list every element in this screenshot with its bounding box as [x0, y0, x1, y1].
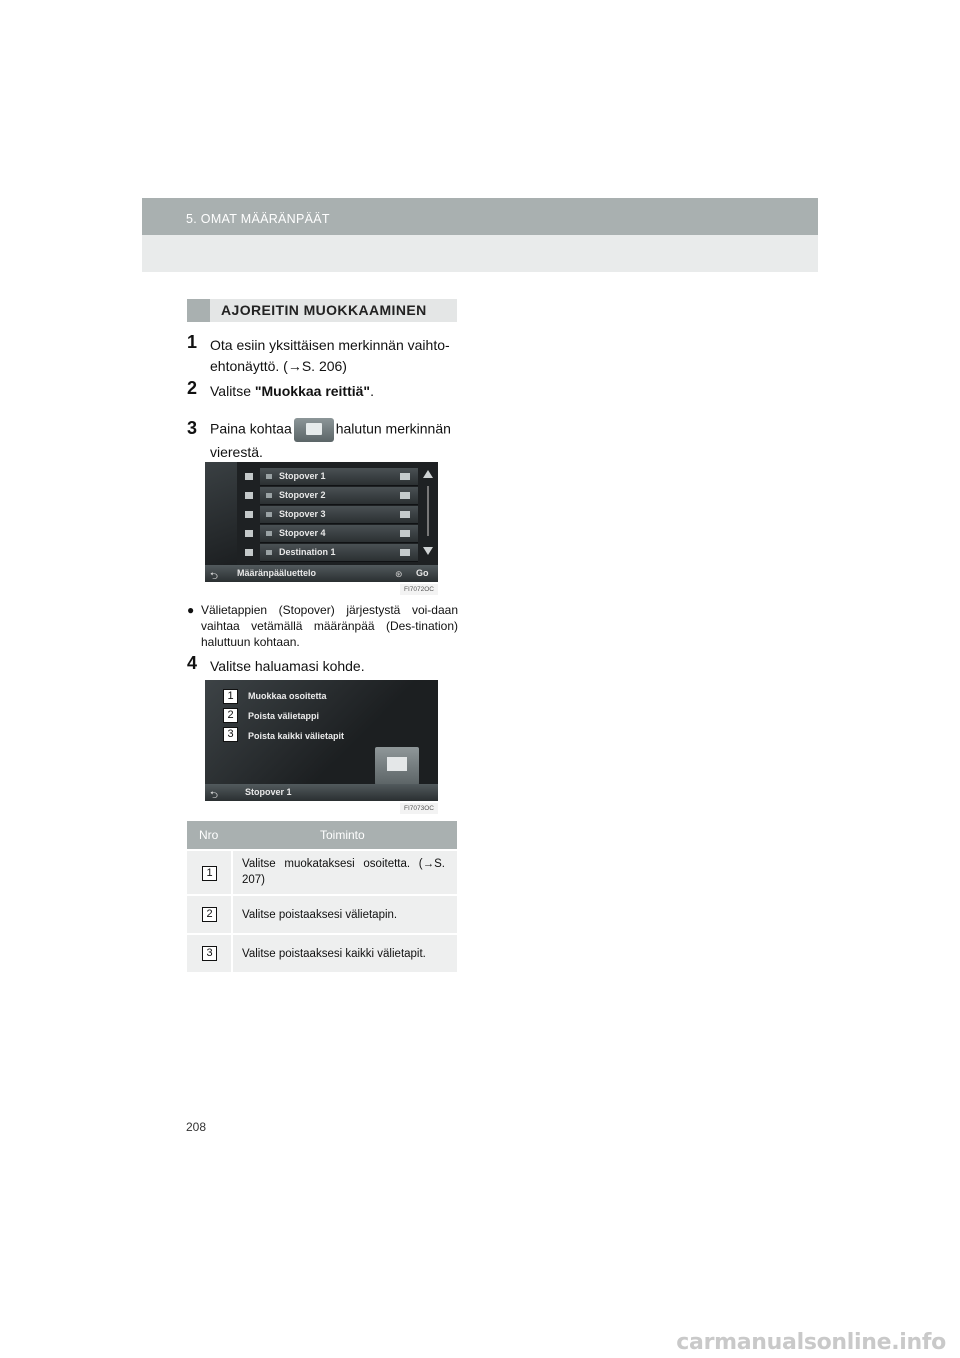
drag-handle-icon — [266, 512, 272, 517]
edit-icon — [294, 418, 334, 442]
step-text: Valitse haluamasi kohde. — [210, 658, 365, 674]
step-text — [210, 381, 374, 402]
note-bullet — [187, 602, 458, 650]
column-divider — [231, 851, 233, 894]
function-table — [187, 821, 457, 972]
menu-item[interactable]: Poista kaikki välietapit — [248, 731, 345, 741]
row-number: 1 — [202, 866, 217, 881]
screen-title: Määränpääluettelo — [237, 568, 317, 578]
back-icon[interactable]: ⮌ — [210, 790, 219, 801]
options-icon[interactable]: ⊛ — [395, 569, 403, 579]
page-number: 208 — [186, 1120, 207, 1134]
screen-title: Stopover 1 — [245, 787, 292, 797]
section-title — [187, 299, 457, 322]
list-item[interactable] — [260, 544, 418, 562]
row-text: Valitse poistaaksesi kaikki välietapit. — [242, 948, 426, 960]
step-number: 3 — [187, 418, 198, 438]
edit-icon[interactable] — [400, 511, 410, 518]
step-text-after: halutun merkinnän — [335, 420, 451, 437]
step-text-prefix: Valitse — [210, 383, 255, 399]
figure-code: FI7072OC — [400, 584, 438, 595]
bullet-text: Välietappien (Stopover) järjestystä voi-daan vaihtaa vetämällä määränpää (Des-tination) haluttuun kohtaan. — [201, 603, 458, 649]
flag-shape — [387, 757, 407, 771]
drag-handle-icon — [266, 493, 272, 498]
section-title-marker — [187, 299, 210, 322]
menu-item[interactable]: Poista välietappi — [248, 711, 320, 721]
table-row — [187, 849, 457, 894]
edit-icon[interactable] — [400, 492, 410, 499]
bottom-bar — [205, 784, 438, 801]
flag-icon — [245, 473, 253, 480]
drag-handle-icon — [266, 531, 272, 536]
map-panel — [205, 462, 237, 565]
flag-icon — [245, 492, 253, 499]
step-text-before: Paina kohtaa — [210, 420, 292, 437]
table-header — [187, 821, 457, 849]
callout-2: 2 — [223, 708, 238, 723]
callout-3: 3 — [223, 727, 238, 742]
column-divider — [231, 935, 233, 972]
drag-handle-icon — [266, 474, 272, 479]
screenshot-route-list — [205, 462, 438, 582]
flag-icon — [245, 549, 253, 556]
list-item[interactable] — [260, 487, 418, 505]
screenshot-edit-options — [205, 680, 438, 801]
table-row — [187, 894, 457, 933]
edit-pen-shape — [306, 423, 322, 435]
row-number-cell — [187, 896, 231, 933]
row-number-cell — [187, 851, 231, 894]
drag-handle-icon — [266, 550, 272, 555]
column-header-action: Toiminto — [320, 828, 365, 842]
scroll-down-icon[interactable] — [423, 547, 433, 555]
bullet-icon: ● — [187, 603, 195, 617]
table-row — [187, 933, 457, 972]
flag-icon — [245, 511, 253, 518]
section-title-text: AJOREITIN MUOKKAAMINEN — [221, 302, 427, 318]
scroll-up-icon[interactable] — [423, 470, 433, 478]
step-text: Ota esiin yksittäisen merkinnän vaihto- — [210, 337, 450, 353]
chapter-title: 5. OMAT MÄÄRÄNPÄÄT — [186, 212, 330, 226]
list-item-label: Destination 1 — [279, 547, 336, 557]
step-text-emphasis: "Muokkaa reittiä" — [254, 383, 371, 399]
row-text: Valitse muokataksesi osoitetta. (→S. 207) — [242, 858, 445, 886]
destination-flag-icon — [375, 747, 419, 785]
step-number: 2 — [187, 378, 198, 398]
go-button[interactable]: Go — [416, 568, 429, 578]
list-item[interactable] — [260, 506, 418, 524]
scrollbar[interactable] — [427, 486, 429, 536]
list-item[interactable] — [260, 525, 418, 543]
step-number: 1 — [187, 332, 198, 352]
step-text-suffix: . — [370, 383, 374, 399]
list-item-label: Stopover 4 — [279, 528, 326, 538]
menu-item[interactable]: Muokkaa osoitetta — [248, 691, 327, 701]
flag-icon — [245, 530, 253, 537]
step-text-line2: ehtonäyttö. (→S. 206) — [210, 358, 347, 374]
edit-icon[interactable] — [400, 473, 410, 480]
list-item-label: Stopover 1 — [279, 471, 326, 481]
list-item[interactable] — [260, 468, 418, 486]
row-number-cell — [187, 935, 231, 972]
figure-code: FI7073OC — [400, 803, 438, 814]
edit-icon[interactable] — [400, 549, 410, 556]
list-item-label: Stopover 2 — [279, 490, 326, 500]
row-number: 3 — [202, 946, 217, 961]
step-text — [210, 418, 451, 442]
column-header-nr: Nro — [199, 828, 219, 842]
list-item-label: Stopover 3 — [279, 509, 326, 519]
bottom-bar — [205, 565, 438, 582]
header-subband — [142, 235, 818, 272]
edit-icon[interactable] — [400, 530, 410, 537]
watermark: carmanualsonline.info — [676, 1330, 946, 1355]
step-number: 4 — [187, 653, 198, 673]
back-icon[interactable]: ⮌ — [210, 571, 219, 582]
callout-1: 1 — [223, 689, 238, 704]
row-text: Valitse poistaaksesi välietapin. — [242, 909, 398, 921]
row-number: 2 — [202, 907, 217, 922]
step-text-line2: vierestä. — [210, 444, 263, 460]
column-divider — [231, 896, 233, 933]
